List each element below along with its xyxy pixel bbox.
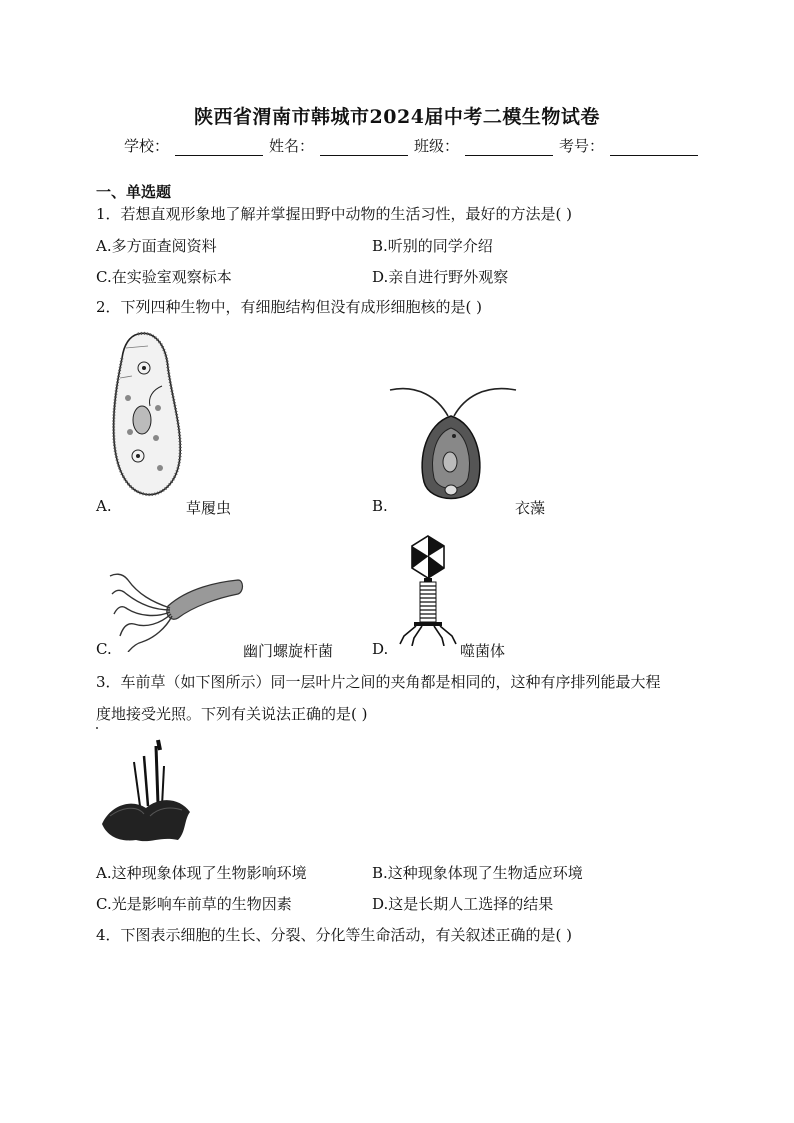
- q2-stem: 2．下列四种生物中，有细胞结构但没有成形细胞核的是( ): [96, 298, 483, 316]
- exam-number-field[interactable]: [559, 135, 700, 156]
- q4-stem: 4．下图表示细胞的生长、分裂、分化等生命活动，有关叙述正确的是( ): [96, 926, 573, 944]
- school-blank[interactable]: [175, 139, 263, 156]
- plantain-illustration: [100, 736, 192, 846]
- q3-option-a[interactable]: A.这种现象体现了生物影响环境: [96, 864, 307, 882]
- q1-option-a[interactable]: A.多方面查阅资料: [96, 237, 217, 255]
- q2-option-d-letter[interactable]: D.: [372, 640, 389, 658]
- q3-option-b[interactable]: B.这种现象体现了生物适应环境: [372, 864, 583, 882]
- bacteriophage-illustration: [396, 534, 460, 646]
- student-info-row: [124, 135, 704, 156]
- q1-stem: 1．若想直观形象地了解并掌握田野中动物的生活习性，最好的方法是( ): [96, 205, 573, 223]
- q1-option-c[interactable]: C.在实验室观察标本: [96, 268, 232, 286]
- class-blank[interactable]: [465, 139, 553, 156]
- name-field[interactable]: [269, 135, 410, 156]
- q2-option-a-name: 草履虫: [186, 499, 232, 517]
- exam-number-label: 考号：: [559, 137, 605, 155]
- exam-title: 陕西省渭南市韩城市2024届中考二模生物试卷: [194, 106, 600, 128]
- school-label: 学校：: [124, 137, 170, 155]
- q2-option-c-letter[interactable]: C.: [96, 640, 112, 658]
- section-heading: 一、单选题: [96, 183, 172, 201]
- class-label: 班级：: [414, 137, 460, 155]
- class-field[interactable]: [414, 135, 555, 156]
- q3-stem-line2: 度地接受光照。下列有关说法正确的是( ): [96, 705, 368, 723]
- stray-mark: [96, 727, 98, 729]
- q1-option-d[interactable]: D.亲自进行野外观察: [372, 268, 509, 286]
- q2-option-d-name: 噬菌体: [460, 642, 506, 660]
- helicobacter-illustration: [108, 566, 246, 652]
- q3-option-c[interactable]: C.光是影响车前草的生物因素: [96, 895, 292, 913]
- q3-option-d[interactable]: D.这是长期人工选择的结果: [372, 895, 554, 913]
- chlamydomonas-illustration: [388, 378, 518, 516]
- q2-option-c-name: 幽门螺旋杆菌: [243, 642, 334, 660]
- q2-option-a-letter[interactable]: A.: [96, 497, 112, 515]
- q2-option-b-letter[interactable]: B.: [372, 497, 388, 515]
- q1-option-b[interactable]: B.听别的同学介绍: [372, 237, 493, 255]
- q2-option-b-name: 衣藻: [515, 499, 546, 517]
- exam-number-blank[interactable]: [610, 139, 698, 156]
- name-blank[interactable]: [320, 139, 408, 156]
- q3-stem-line1: 3．车前草（如下图所示）同一层叶片之间的夹角都是相同的，这种有序排列能最大程: [96, 673, 661, 691]
- school-field[interactable]: [124, 135, 265, 156]
- name-label: 姓名：: [269, 137, 315, 155]
- paramecium-illustration: [108, 328, 186, 498]
